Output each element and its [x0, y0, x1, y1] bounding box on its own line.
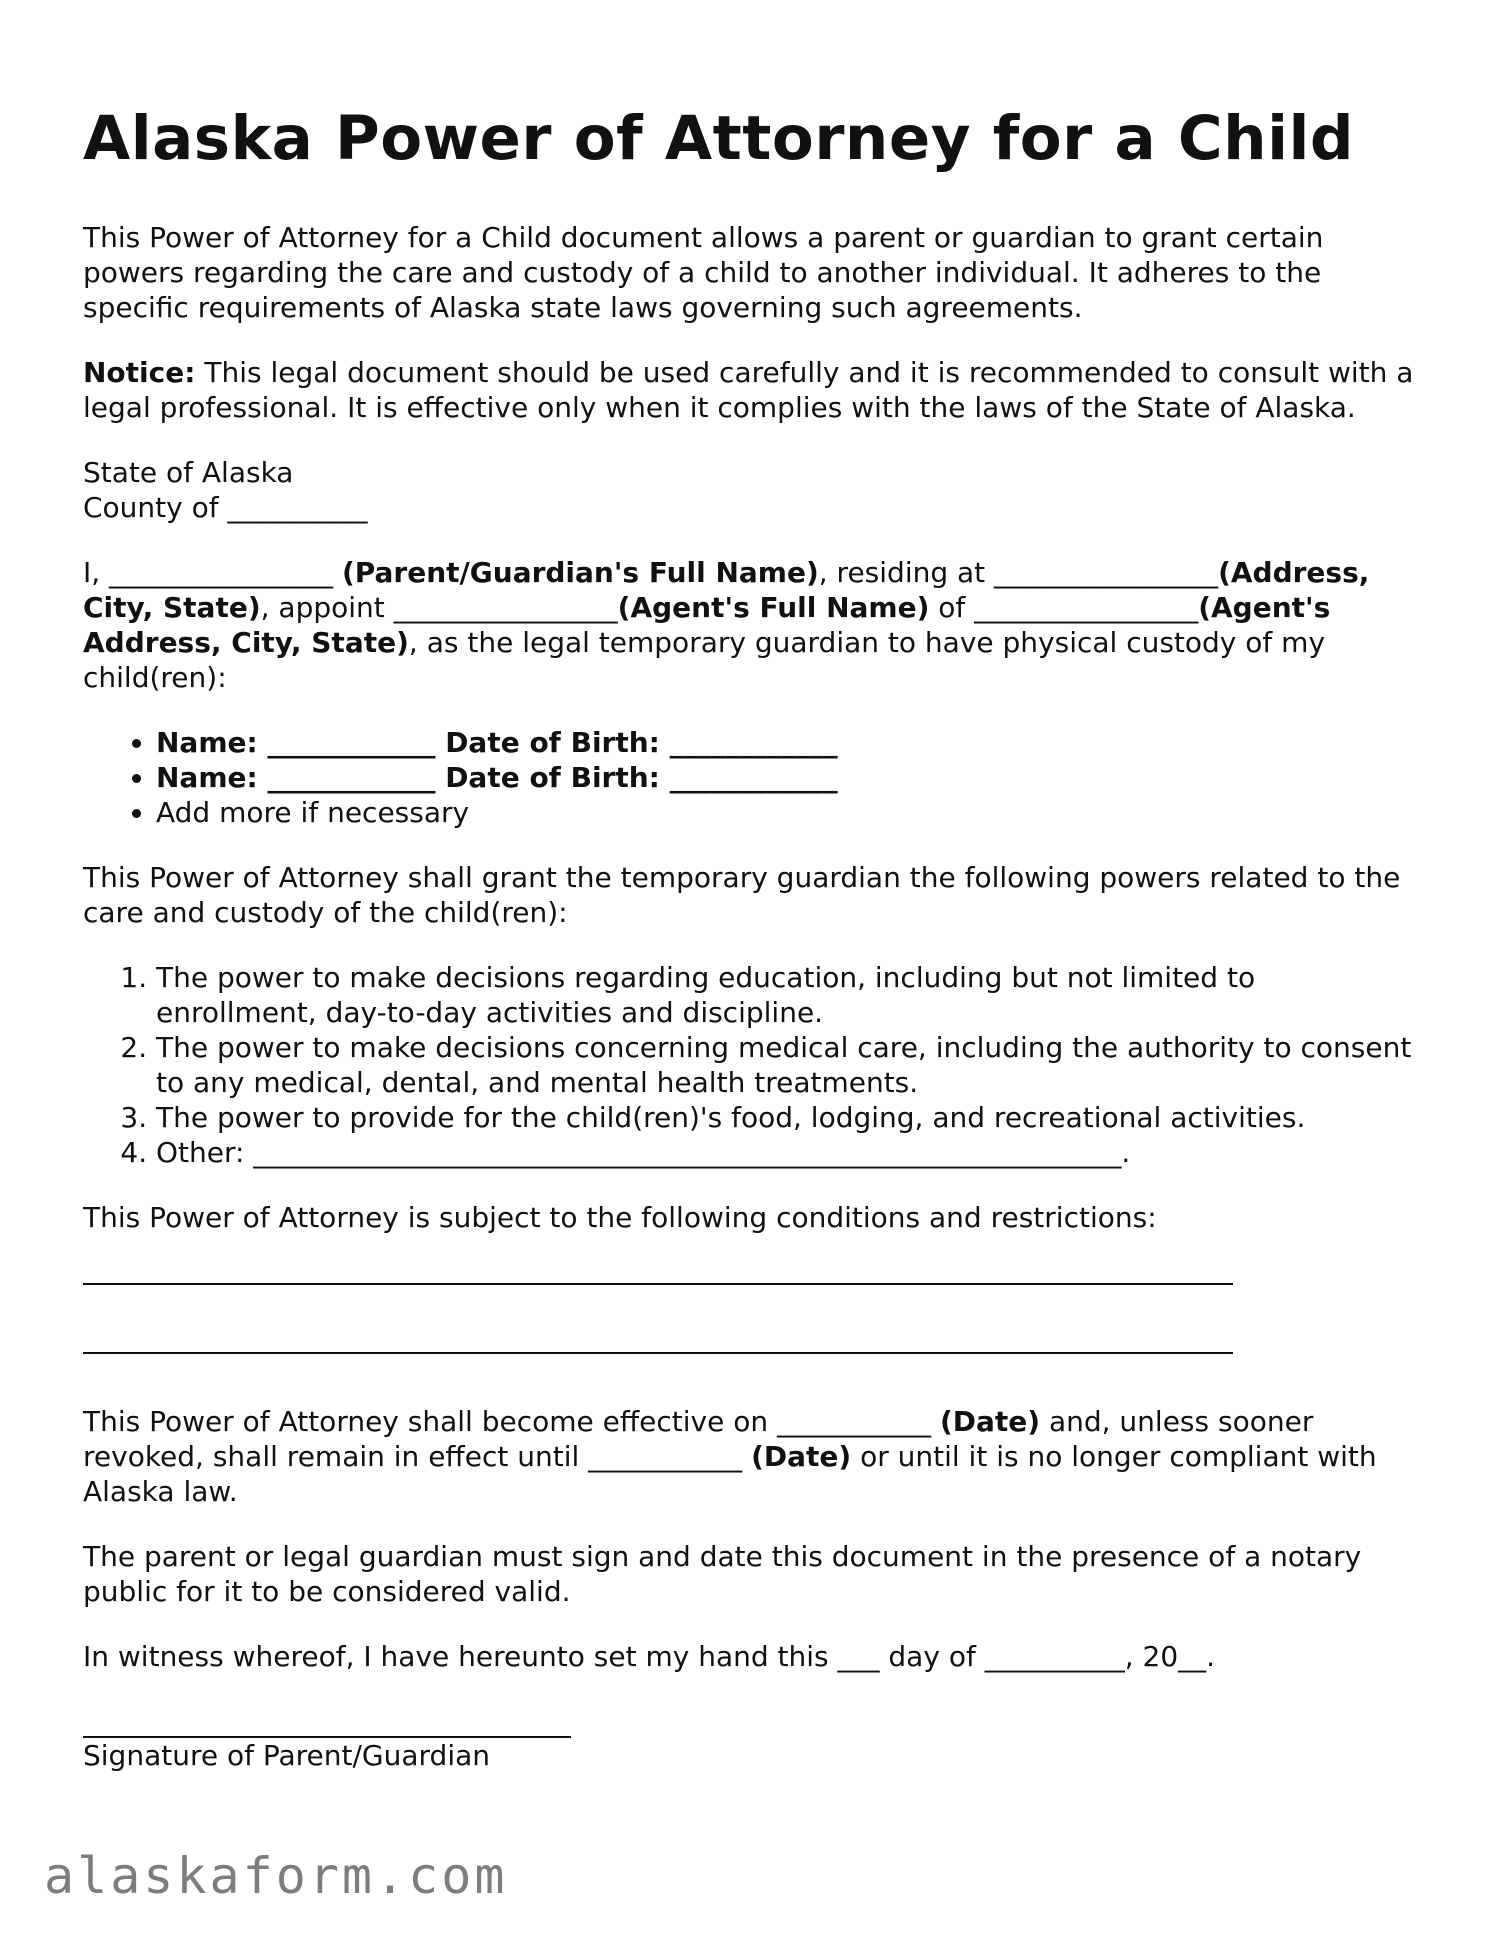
conditions-blank-line	[83, 1283, 1233, 1285]
signature-label: Signature of Parent/Guardian	[83, 1739, 491, 1772]
notice-label: Notice:	[83, 356, 196, 389]
agent-name-label: (Agent's Full Name)	[617, 591, 930, 624]
children-list	[83, 725, 1423, 830]
children-more-note: • Add more if necessary	[156, 795, 1423, 830]
effective-text: This Power of Attorney shall become effective on ___________	[83, 1405, 940, 1438]
notice-text: This legal document should be used carefully and it is recommended to consult with a legal professional. It is effective only when it complies with the laws of the State of Alaska.	[83, 356, 1414, 424]
conditions-blank-line	[83, 1352, 1233, 1354]
document-title: Alaska Power of Attorney for a Child	[83, 103, 1355, 174]
powers-intro: This Power of Attorney shall grant the temporary guardian the following powers related to the care and custody of the child(ren):	[83, 861, 1401, 929]
appointment-paragraph	[83, 555, 1423, 695]
power-item: 1. The power to make decisions regarding education, including but not limited to enrollment, day-to-day activities and discipline.	[156, 960, 1423, 1030]
child-row: • Name: ____________ Date of Birth: ____________	[156, 760, 1423, 795]
effective-paragraph	[83, 1404, 1423, 1509]
parent-name-label: (Parent/Guardian's Full Name)	[341, 556, 819, 589]
agent-address-label: (Agent's Address, City, State)	[83, 591, 1331, 659]
appointment-text: , residing at ________________	[818, 556, 1219, 589]
appointment-text: of ________________	[929, 591, 1199, 624]
date-label: (Date)	[939, 1405, 1041, 1438]
venue-state: State of Alaska	[83, 456, 294, 489]
notice-paragraph	[83, 355, 1423, 425]
appointment-text: I, ________________	[83, 556, 342, 589]
notary-paragraph: The parent or legal guardian must sign and date this document in the presence of a notary public for it to be considered valid.	[83, 1540, 1362, 1608]
document-page	[83, 100, 1423, 1773]
date-label: (Date)	[751, 1440, 852, 1473]
address-label: (Address, City, State)	[83, 556, 1370, 624]
venue-block	[83, 455, 1423, 525]
powers-list	[83, 960, 1423, 1170]
power-item: 3. The power to provide for the child(ren)'s food, lodging, and recreational activities.	[156, 1100, 1423, 1135]
venue-county: County of __________	[83, 491, 368, 524]
conditions-intro: This Power of Attorney is subject to the following conditions and restrictions:	[83, 1201, 1157, 1234]
power-item-other: 4. Other: ______________________________________________________________.	[156, 1135, 1423, 1170]
power-item: 2. The power to make decisions concerning medical care, including the authority to consent to any medical, dental, and mental health treatments.	[156, 1030, 1423, 1100]
effective-text: or until it is no longer compliant with Alaska law.	[83, 1440, 1377, 1508]
appointment-text: , appoint ________________	[260, 591, 618, 624]
witness-paragraph: In witness whereof, I have hereunto set my hand this ___ day of __________, 20__.	[83, 1640, 1216, 1673]
watermark-logo: alaskaform.com	[44, 1847, 508, 1905]
intro-paragraph: This Power of Attorney for a Child document allows a parent or guardian to grant certain powers regarding the care and custody of a child to another individual. It adheres to the specific requirements of Alaska state laws governing such agreements.	[83, 221, 1324, 324]
effective-text: and, unless sooner revoked, shall remain in effect until ___________	[83, 1405, 1314, 1473]
child-row: • Name: ____________ Date of Birth: ____________	[156, 725, 1423, 760]
appointment-text: , as the legal temporary guardian to have physical custody of my child(ren):	[83, 626, 1326, 694]
